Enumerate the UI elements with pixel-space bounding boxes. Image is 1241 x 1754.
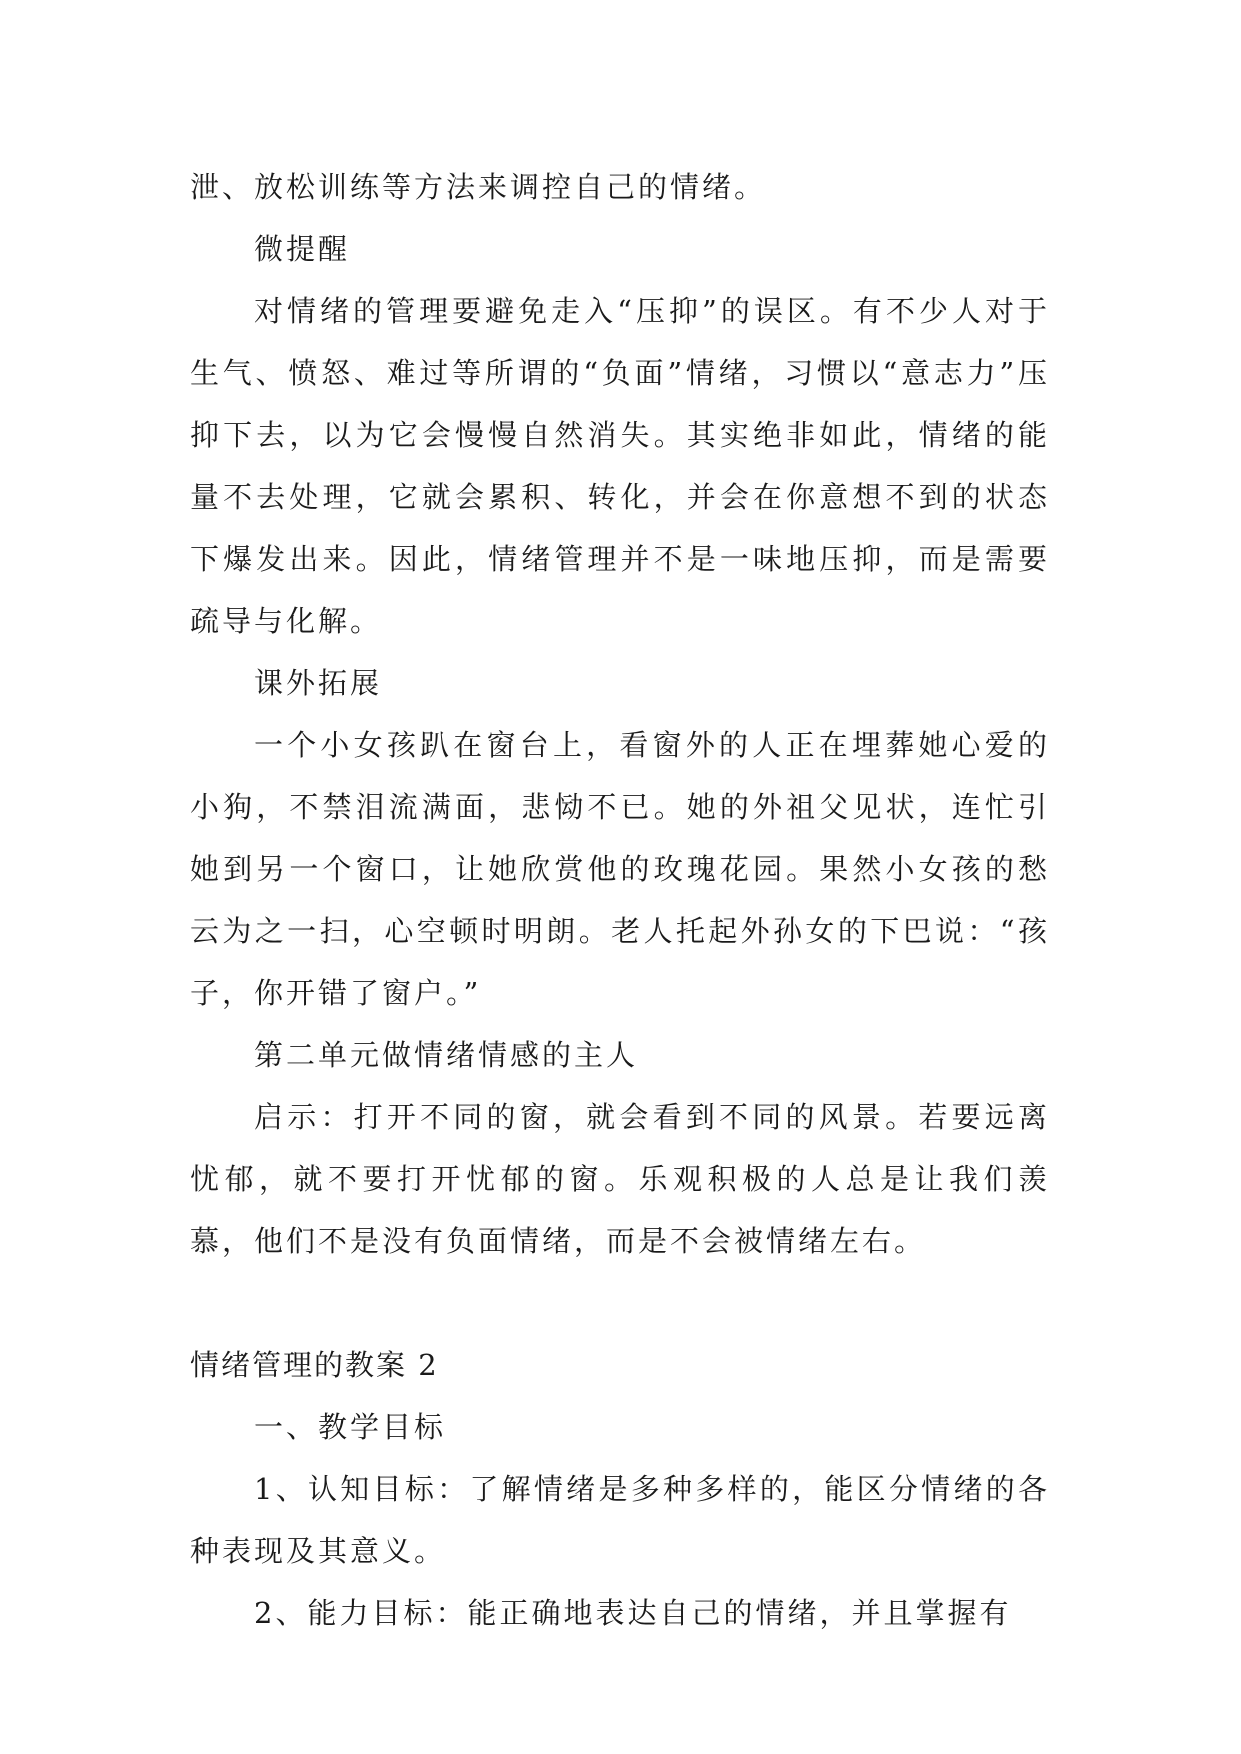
section-title: 情绪管理的教案 2 bbox=[190, 1348, 439, 1382]
heading-tip: 微提醒 bbox=[254, 232, 351, 266]
paragraph-cognitive-goal: 1、认知目标：了解情绪是多种多样的，能区分情绪的各种表现及其意义。 bbox=[190, 1472, 1050, 1568]
paragraph-intro-continuation: 泄、放松训练等方法来调控自己的情绪。 bbox=[190, 170, 767, 204]
paragraph-tip: 对情绪的管理要避免走入“压抑”的误区。有不少人对于生气、愤怒、难过等所谓的“负面”情绪，习惯以“意志力”压抑下去，以为它会慢慢自然消失。其实绝非如此，情绪的能量不去处理，它就会累积、转化，并会在你意想不到的状态下爆发出来。因此，情绪管理并不是一味地压抑，而是需要疏导与化解。 bbox=[190, 294, 1050, 638]
heading-extension: 课外拓展 bbox=[254, 666, 383, 700]
heading-teaching-goals: 一、教学目标 bbox=[254, 1410, 447, 1444]
section-spacer bbox=[190, 1272, 1050, 1334]
heading-unit: 第二单元做情绪情感的主人 bbox=[254, 1038, 639, 1072]
paragraph-ability-goal: 2、能力目标：能正确地表达自己的情绪，并且掌握有 bbox=[254, 1596, 1012, 1630]
text-column bbox=[190, 156, 1050, 1644]
paragraph-story: 一个小女孩趴在窗台上，看窗外的人正在埋葬她心爱的小狗，不禁泪流满面，悲恸不已。她的外祖父见状，连忙引她到另一个窗口，让她欣赏他的玫瑰花园。果然小女孩的愁云为之一扫，心空顿时明朗。老人托起外孙女的下巴说：“孩子，你开错了窗户。” bbox=[190, 728, 1050, 1010]
paragraph-insight: 启示：打开不同的窗，就会看到不同的风景。若要远离忧郁，就不要打开忧郁的窗。乐观积极的人总是让我们羡慕，他们不是没有负面情绪，而是不会被情绪左右。 bbox=[190, 1100, 1050, 1258]
